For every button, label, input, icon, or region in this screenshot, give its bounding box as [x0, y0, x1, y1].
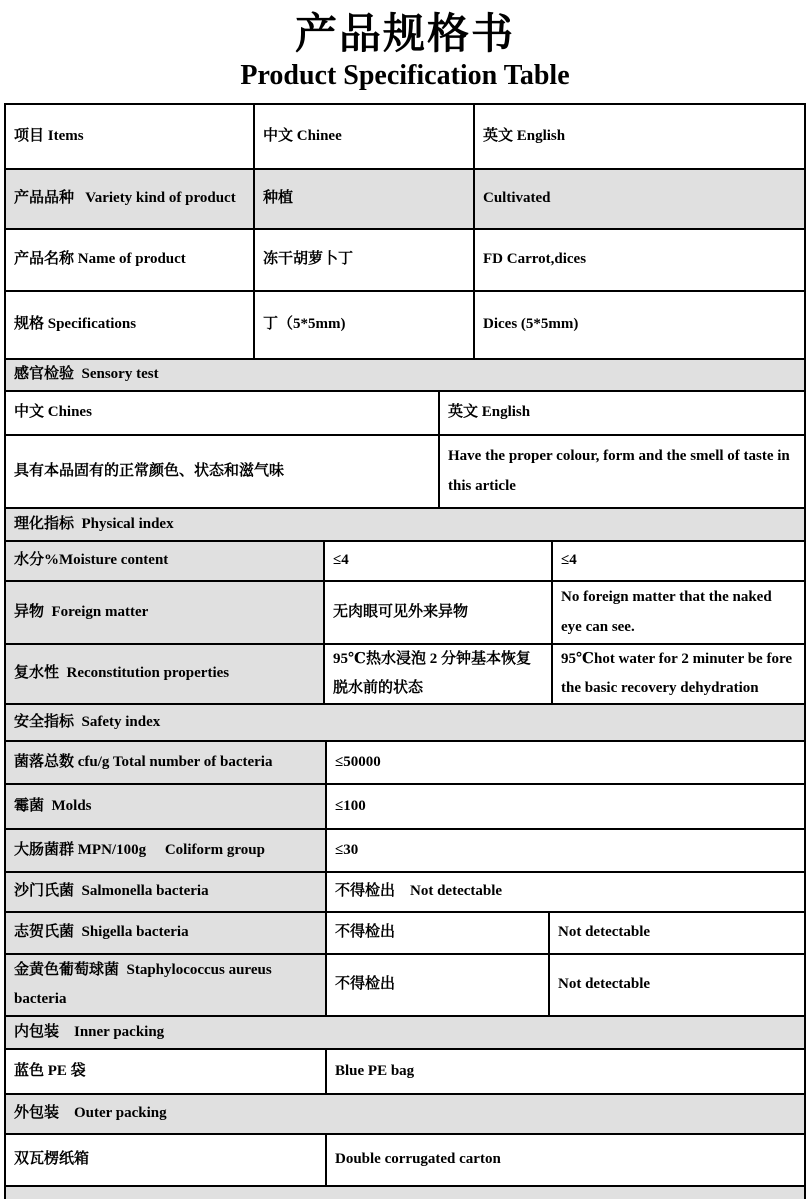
variety-cn-cell: 种植 — [253, 170, 473, 228]
outer-packing-en-cell: Double corrugated carton — [325, 1135, 804, 1185]
name-label-cell: 产品名称 Name of product — [14, 251, 186, 268]
page-subtitle: Product Specification Table — [240, 60, 570, 91]
section-header-safety — [6, 705, 804, 742]
shigella-en-cell: Not detectable — [548, 913, 804, 953]
table-row-variety — [6, 170, 804, 230]
sensory-cn-header-cell: 中文 Chines — [14, 404, 92, 421]
page-title: 产品规格书 — [294, 12, 515, 58]
safety-section-title: 安全指标 Safety index — [6, 705, 804, 740]
name-en-cell: FD Carrot,dices — [473, 230, 804, 290]
foreign-label-cell: 异物 Foreign matter — [6, 582, 323, 643]
table-row-salmonella — [6, 873, 804, 913]
table-row-coliform — [6, 830, 804, 873]
header-chinese-cell: 中文 Chinee — [253, 105, 473, 168]
molds-label-cell: 霉菌 Molds — [6, 785, 325, 828]
moisture-en-cell: ≤4 — [551, 542, 804, 580]
staphylococcus-label-cell: 金黄色葡萄球菌 Staphylococcus aureus bacteria — [6, 955, 325, 1015]
sensory-cn-cell: 具有本品固有的正常颜色、状态和滋气味 — [14, 462, 285, 479]
table-row-foreign-matter — [6, 582, 804, 645]
reconstitution-en-cell: 95℃hot water for 2 minuter be fore the basic recovery dehydration — [551, 645, 804, 703]
spec-table — [4, 103, 806, 1199]
sensory-en-cell: Have the proper colour, form and the smell of taste in this article — [438, 436, 804, 507]
section-header-physical — [6, 509, 804, 542]
name-cn-cell: 冻干胡萝卜丁 — [253, 230, 473, 290]
shigella-label-cell: 志贺氏菌 Shigella bacteria — [6, 913, 325, 953]
sensory-section-title: 感官检验 Sensory test — [6, 360, 804, 390]
table-row-outer-packing — [6, 1135, 804, 1187]
section-header-sensory — [6, 360, 804, 392]
foreign-cn-cell: 无肉眼可见外来异物 — [323, 582, 551, 643]
salmonella-value-cell: 不得检出 Not detectable — [325, 873, 804, 911]
spec-label-cell: 规格 Specifications — [14, 316, 137, 333]
variety-label-cell: 产品品种 Variety kind of product — [6, 170, 253, 228]
bottom-shaded-strip — [6, 1187, 804, 1199]
table-row-product-name — [6, 230, 804, 292]
table-row-reconstitution — [6, 645, 804, 705]
salmonella-label-cell: 沙门氏菌 Salmonella bacteria — [6, 873, 325, 911]
total-bacteria-label-cell: 菌落总数 cfu/g Total number of bacteria — [6, 742, 325, 783]
sensory-language-header-row — [6, 392, 804, 436]
reconstitution-label-cell: 复水性 Reconstitution properties — [6, 645, 323, 703]
molds-value-cell: ≤100 — [325, 785, 804, 828]
outer-packing-cn-cell: 双瓦楞纸箱 — [14, 1151, 90, 1168]
inner-packing-section-title: 内包装 Inner packing — [6, 1017, 804, 1048]
coliform-value-cell: ≤30 — [325, 830, 804, 871]
outer-packing-section-title: 外包装 Outer packing — [6, 1095, 804, 1133]
sensory-en-header-cell: 英文 English — [438, 392, 804, 434]
staphylococcus-cn-cell: 不得检出 — [325, 955, 548, 1015]
total-bacteria-value-cell: ≤50000 — [325, 742, 804, 783]
inner-packing-cn-cell: 蓝色 PE 袋 — [14, 1062, 86, 1079]
variety-en-cell: Cultivated — [473, 170, 804, 228]
header-english-cell: 英文 English — [473, 105, 804, 168]
bottom-strip-cell — [6, 1187, 804, 1199]
physical-section-title: 理化指标 Physical index — [6, 509, 804, 540]
inner-packing-en-cell: Blue PE bag — [325, 1050, 804, 1093]
moisture-label-cell: 水分%Moisture content — [6, 542, 323, 580]
shigella-cn-cell: 不得检出 — [325, 913, 548, 953]
table-row-inner-packing — [6, 1050, 804, 1095]
coliform-label-cell: 大肠菌群 MPN/100g Coliform group — [6, 830, 325, 871]
spec-en-cell: Dices (5*5mm) — [473, 292, 804, 358]
table-row-staphylococcus — [6, 955, 804, 1017]
table-row-shigella — [6, 913, 804, 955]
section-header-inner-packing — [6, 1017, 804, 1050]
moisture-cn-cell: ≤4 — [323, 542, 551, 580]
table-row-moisture — [6, 542, 804, 582]
header-items-cell: 项目 Items — [14, 127, 84, 144]
table-row-specifications — [6, 292, 804, 360]
spec-cn-cell: 丁（5*5mm) — [253, 292, 473, 358]
foreign-en-cell: No foreign matter that the naked eye can see. — [551, 582, 804, 643]
staphylococcus-en-cell: Not detectable — [548, 955, 804, 1015]
sensory-content-row — [6, 436, 804, 509]
section-header-outer-packing — [6, 1095, 804, 1135]
table-header-row — [6, 105, 804, 170]
reconstitution-cn-cell: 95℃热水浸泡 2 分钟基本恢复脱水前的状态 — [323, 645, 551, 703]
table-row-molds — [6, 785, 804, 830]
table-row-total-bacteria — [6, 742, 804, 785]
